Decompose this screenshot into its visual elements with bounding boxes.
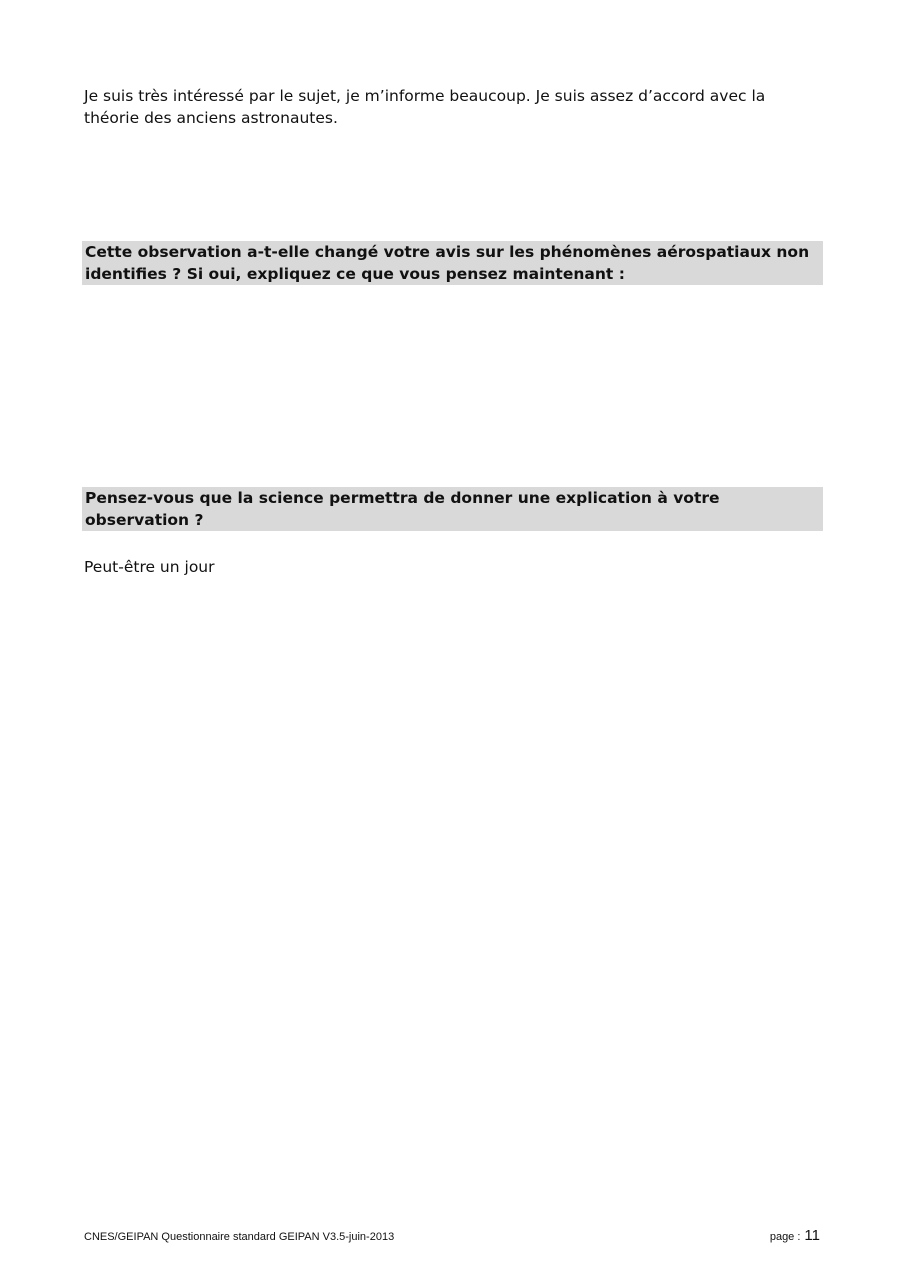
- question-heading-opinion-change: Cette observation a-t-elle changé votre avis sur les phénomènes aérospatiaux non identifies ? Si oui, expliquez ce que vous pensez maintenant :: [82, 241, 823, 285]
- page-number: [770, 1227, 820, 1244]
- answer-text-science-explanation: Peut-être un jour: [84, 558, 215, 576]
- page-number-label: page :: [769, 1231, 801, 1243]
- question-heading-science-explanation: Pensez-vous que la science permettra de donner une explication à votre observation ?: [82, 487, 823, 531]
- answer-text-opinion: Je suis très intéressé par le sujet, je m’informe beaucoup. Je suis assez d’accord avec la théorie des anciens astronautes.: [84, 87, 766, 127]
- footer-document-title: CNES/GEIPAN Questionnaire standard GEIPAN V3.5-juin-2013: [84, 1231, 395, 1243]
- page-number-value: 11: [804, 1227, 820, 1244]
- page-footer: [84, 1227, 820, 1244]
